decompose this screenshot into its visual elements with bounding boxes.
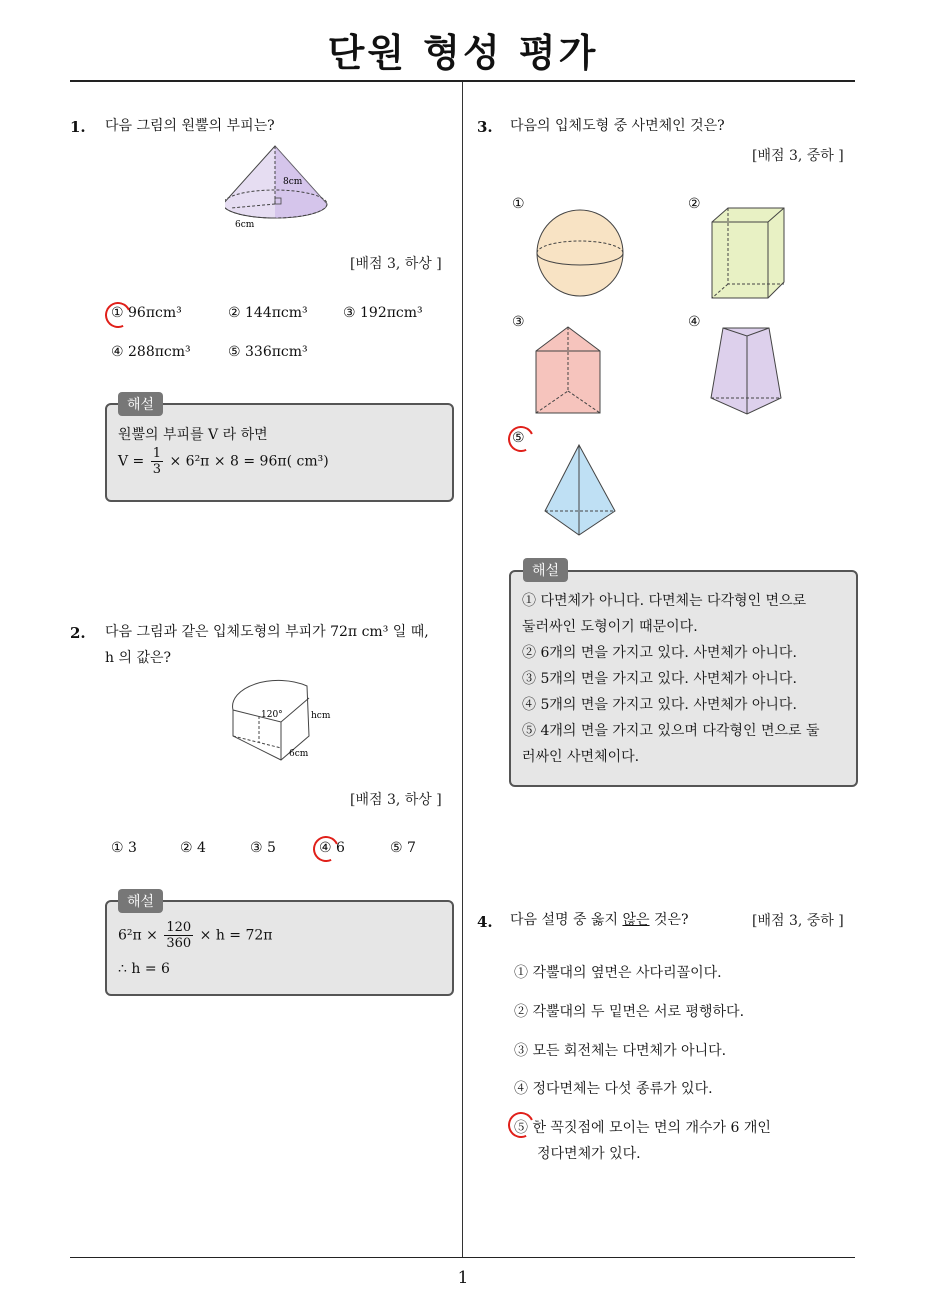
- q3-solution-line-1: ① 다면체가 아니다. 다면체는 다각형인 면으로: [522, 593, 807, 609]
- q1-solution-formula: V = $\frac{1}{3}$ × 6²π × 8 = 96π( cm³): [118, 446, 329, 477]
- q2-number: 2.: [70, 624, 86, 642]
- q2-choice-5[interactable]: ⑤ 7: [390, 840, 416, 856]
- q2-choice-4[interactable]: ④ 6: [319, 840, 345, 856]
- q1-choice-5[interactable]: ⑤ 336πcm³: [228, 344, 308, 360]
- column-divider: [462, 82, 463, 1257]
- q3-solution-line-6: ⑤ 4개의 면을 가지고 있으며 다각형인 면으로 둘: [522, 723, 820, 739]
- q4-number: 4.: [477, 913, 493, 931]
- q3-meta: [배점 3, 중하 ]: [752, 148, 844, 164]
- q4-choice-5[interactable]: ⑤ 한 꼭짓점에 모이는 면의 개수가 6 개인: [514, 1120, 771, 1136]
- q4-choice-5-cont: 정다면체가 있다.: [537, 1146, 641, 1162]
- q3-text: 다음의 입체도형 중 사면체인 것은?: [510, 118, 725, 134]
- q3-frustum-figure[interactable]: [709, 324, 783, 416]
- q1-height-label: 8cm: [283, 177, 303, 187]
- q2-height-label: hcm: [311, 711, 331, 721]
- q3-solution-line-3: ② 6개의 면을 가지고 있다. 사면체가 아니다.: [522, 645, 797, 661]
- q4-text: 다음 설명 중 옳지 않은 것은?: [510, 912, 689, 928]
- q2-text-line-2: h 의 값은?: [105, 650, 171, 666]
- q3-solution-line-5: ④ 5개의 면을 가지고 있다. 사면체가 아니다.: [522, 697, 797, 713]
- q1-radius-label: 6cm: [235, 220, 255, 230]
- q4-choice-2[interactable]: ② 각뿔대의 두 밑면은 서로 평행하다.: [514, 1004, 745, 1020]
- q2-choice-2[interactable]: ② 4: [180, 840, 206, 856]
- q2-solution-line-2: ∴ h = 6: [118, 961, 170, 977]
- q4-choice-3[interactable]: ③ 모든 회전체는 다면체가 아니다.: [514, 1043, 727, 1059]
- answer-mark: [309, 832, 342, 865]
- q1-solution-tag: 해설: [118, 392, 163, 416]
- q1-choice-3[interactable]: ③ 192πcm³: [343, 305, 423, 321]
- q2-solution-formula: 6²π × $\frac{120}{360}$ × h = 72π: [118, 920, 273, 951]
- q2-text-line-1: 다음 그림과 같은 입체도형의 부피가 72π cm³ 일 때,: [105, 624, 429, 640]
- q3-choice-1-label[interactable]: ①: [512, 196, 525, 212]
- q3-solution-line-4: ③ 5개의 면을 가지고 있다. 사면체가 아니다.: [522, 671, 797, 687]
- q3-tetrahedron-figure[interactable]: [543, 443, 617, 537]
- q3-prism-figure[interactable]: [708, 206, 788, 302]
- page-title: 단원 형성 평가: [327, 31, 599, 75]
- q2-choice-1[interactable]: ① 3: [111, 840, 137, 856]
- q1-text: 다음 그림의 원뿔의 부피는?: [105, 118, 275, 134]
- q3-sphere-figure[interactable]: [535, 208, 627, 300]
- q2-sector-prism-figure: [225, 676, 335, 768]
- q3-solution-line-7: 러싸인 사면체이다.: [522, 749, 640, 765]
- q4-meta: [배점 3, 중하 ]: [752, 913, 844, 929]
- q3-number: 3.: [477, 118, 493, 136]
- q2-choice-3[interactable]: ③ 5: [250, 840, 276, 856]
- answer-mark: [504, 422, 537, 455]
- page-number: 1: [457, 1268, 469, 1288]
- q1-choice-2[interactable]: ② 144πcm³: [228, 305, 308, 321]
- q2-meta: [배점 3, 하상 ]: [350, 792, 442, 808]
- q1-cone-figure: [225, 142, 335, 232]
- q1-number: 1.: [70, 118, 86, 136]
- q4-choice-1[interactable]: ① 각뿔대의 옆면은 사다리꼴이다.: [514, 965, 722, 981]
- q1-choice-1[interactable]: ① 96πcm³: [111, 305, 182, 321]
- q4-choice-4[interactable]: ④ 정다면체는 다섯 종류가 있다.: [514, 1081, 713, 1097]
- q3-choice-2-label[interactable]: ②: [688, 196, 701, 212]
- q2-angle-label: 120°: [261, 710, 283, 720]
- q3-solution-line-2: 둘러싸인 도형이기 때문이다.: [522, 619, 698, 635]
- footer-rule: [70, 1257, 855, 1258]
- q2-solution-tag: 해설: [118, 889, 163, 913]
- answer-mark: [101, 298, 134, 331]
- q2-radius-label: 6cm: [289, 749, 309, 759]
- q1-meta: [배점 3, 하상 ]: [350, 256, 442, 272]
- q1-choice-4[interactable]: ④ 288πcm³: [111, 344, 191, 360]
- q1-solution-line-1: 원뿔의 부피를 V 라 하면: [118, 427, 268, 443]
- q3-choice-4-label[interactable]: ④: [688, 314, 701, 330]
- q3-solution-tag: 해설: [523, 558, 568, 582]
- q3-choice-5-label[interactable]: ⑤: [512, 430, 525, 446]
- q3-choice-3-label[interactable]: ③: [512, 314, 525, 330]
- q3-triangular-prism-figure[interactable]: [534, 325, 604, 417]
